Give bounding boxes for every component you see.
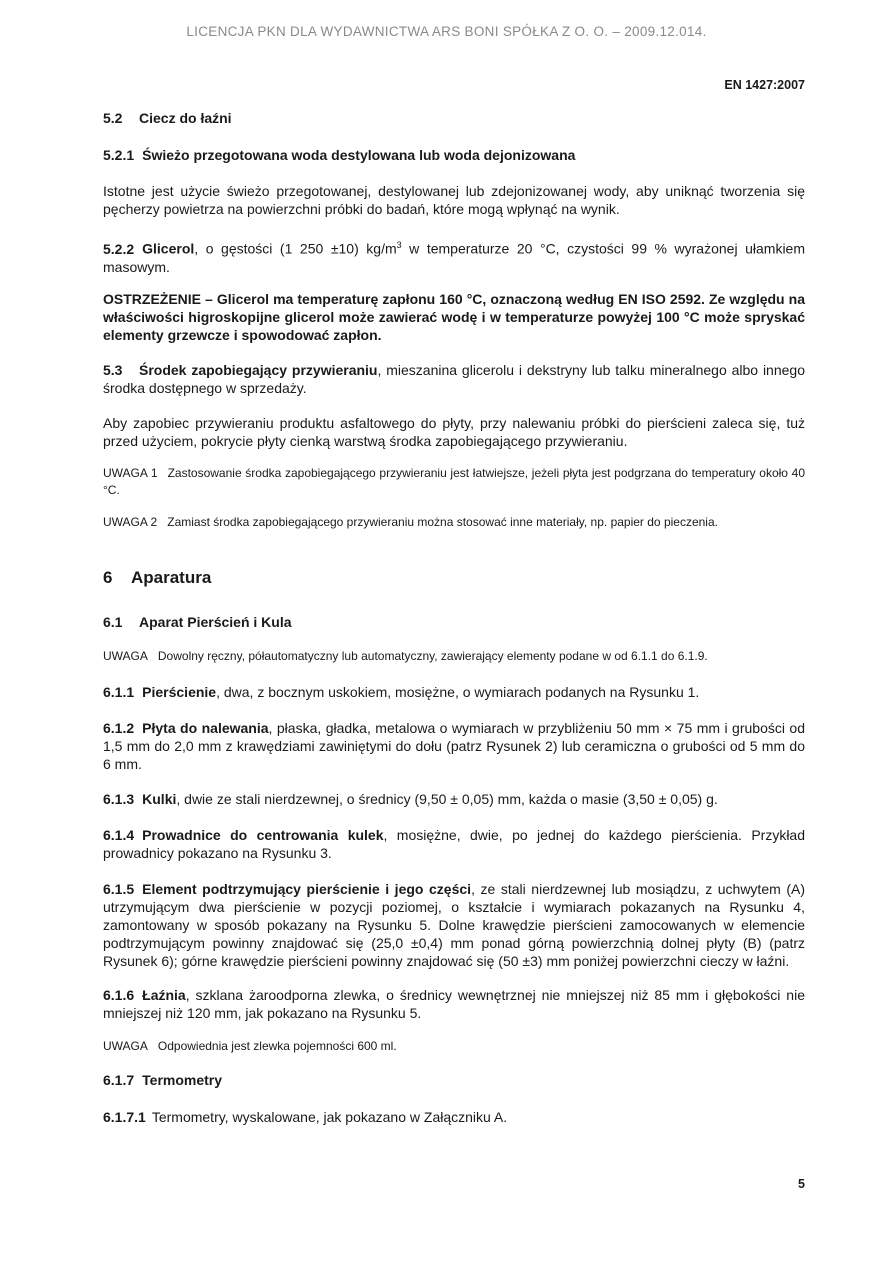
section-number: 6.1.3: [103, 791, 135, 807]
note-label: UWAGA: [103, 649, 148, 663]
note-label: UWAGA 2: [103, 515, 158, 529]
paragraph-6-1-5: [103, 880, 805, 970]
heading-5-2: [103, 110, 805, 126]
text-part: Termometry, wyskalowane, jak pokazano w Załączniku A.: [151, 1109, 508, 1125]
text-part: , ze stali nierdzewnej lub mosiądzu, z uchwytem (A) utrzymującym dwa pierścienie w pozycji poziomej, o kształcie i wymiarach pokazanych na Rysunku 4, zamontowany w sposób pokazany na Rysunku 5. Dolne krawędzie pierścieni zamocowanych w elemencie podtrzymującym powinny znajdować się (25,0 ±0,4) mm ponad górną powierzchnią dolnej płyty (B) (patrz Rysunek 6); górne krawędzie pierścieni powinny znajdować się (50 ±3) mm poniżej powierzchni cieczy w łaźni.: [103, 881, 805, 969]
text-part: , dwa, z bocznym uskokiem, mosiężne, o wymiarach podanych na Rysunku 1.: [216, 684, 700, 700]
section-number: 6.1.5: [103, 881, 135, 897]
text-part: , płaska, gładka, metalowa o wymiarach w przybliżeniu 50 mm × 75 mm i grubości od 1,5 mm do 2,0 mm z krawędziami zawiniętymi do dołu (patrz Rysunek 2) lub ceramiczna o grubości od 5 mm do 6 mm.: [103, 720, 805, 772]
paragraph-6-1-2: [103, 719, 805, 773]
paragraph-5-2-2: [103, 236, 805, 276]
section-number: 5.2.2: [103, 240, 135, 257]
heading-5-2-1: [103, 147, 805, 163]
section-number: 5.2.1: [103, 147, 135, 163]
term: Łaźnia: [142, 987, 186, 1003]
paragraph-6-1-7-1: [103, 1108, 805, 1126]
term: Element podtrzymujący pierścienie i jego części: [142, 881, 472, 897]
section-number: 6.1.6: [103, 987, 135, 1003]
note-6-1: [103, 648, 805, 665]
note-label: UWAGA: [103, 1039, 148, 1053]
term: Płyta do nalewania: [142, 720, 269, 736]
document-number: EN 1427:2007: [724, 78, 805, 92]
note-2: [103, 514, 805, 531]
section-number: 6: [103, 568, 113, 587]
paragraph-5-3: [103, 361, 805, 397]
text-part: , o gęstości (1 250 ±10) kg/m: [194, 240, 397, 257]
note-6-1-6: [103, 1038, 805, 1055]
section-number: 5.3: [103, 362, 123, 378]
paragraph-6-1-4: [103, 826, 805, 862]
note-text: Zastosowanie środka zapobiegającego przywieraniu jest łatwiejsze, jeżeli płyta jest podgrzana do temperatury około 40 °C.: [103, 466, 805, 497]
term: Pierścienie: [142, 684, 217, 700]
heading-6-1-7: [103, 1072, 805, 1088]
section-number: 6.1.7: [103, 1072, 135, 1088]
note-text: Dowolny ręczny, półautomatyczny lub automatyczny, zawierający elementy podane w od 6.1.1 do 6.1.9.: [157, 649, 708, 663]
section-title: Świeżo przegotowana woda destylowana lub woda dejonizowana: [142, 147, 576, 163]
note-text: Odpowiednia jest zlewka pojemności 600 ml.: [157, 1039, 397, 1053]
text-part: , mosiężne, dwie, po jednej do każdego pierścienia. Przykład prowadnicy pokazano na Rysunku 3.: [103, 827, 806, 861]
paragraph-5-3-b: Aby zapobiec przywieraniu produktu asfaltowego do płyty, przy nalewaniu próbki do pierścieni zaleca się, tuż przed użyciem, pokrycie płyty cienką warstwą środka zapobiegającego przywieraniu.: [103, 415, 805, 449]
license-watermark: LICENCJA PKN DLA WYDAWNICTWA ARS BONI SPÓŁKA Z O. O. – 2009.12.014.: [186, 24, 707, 39]
page-number: 5: [798, 1177, 805, 1191]
paragraph-5-2-1: Istotne jest użycie świeżo przegotowanej, destylowanej lub zdejonizowanej wody, aby uniknąć tworzenia się pęcherzy powietrza na powierzchni próbki do badań, które mogą wpłynąć na wynik.: [103, 183, 805, 217]
section-number: 6.1: [103, 614, 123, 630]
paragraph-6-1-6: [103, 986, 805, 1022]
section-number: 6.1.1: [103, 684, 135, 700]
note-1: [103, 465, 805, 499]
term: Prowadnice do centrowania kulek: [142, 827, 384, 843]
warning-paragraph: OSTRZEŻENIE – Glicerol ma temperaturę zapłonu 160 °C, oznaczoną według EN ISO 2592. Ze względu na właściwości higroskopijne glicerol może zawierać wodę i w temperaturze powyżej 100 °C może spryskać elementy grzewcze i spowodować zapłon.: [103, 291, 805, 343]
section-number: 5.2: [103, 110, 123, 126]
heading-6: [103, 568, 805, 588]
superscript: 3: [396, 240, 402, 250]
term-glicerol: Glicerol: [142, 240, 195, 257]
section-number: 6.1.2: [103, 720, 135, 736]
text-part: , szklana żaroodporna zlewka, o średnicy wewnętrznej nie mniejszej niż 85 mm i głębokości nie mniejszej niż 120 mm, jak pokazano na Rysunku 5.: [103, 987, 805, 1021]
note-label: UWAGA 1: [103, 466, 158, 480]
section-title: Aparatura: [131, 568, 212, 587]
section-title: Termometry: [142, 1072, 223, 1088]
heading-6-1: [103, 614, 805, 630]
text-part: w temperaturze 20 °C, czystości 99 % wyrażonej ułamkiem masowym.: [103, 240, 805, 275]
text-part: , mieszanina glicerolu i dekstryny lub talku mineralnego albo innego środka dostępnego w sprzedaży.: [103, 362, 805, 396]
section-title: Aparat Pierścień i Kula: [139, 614, 292, 630]
text-part: , dwie ze stali nierdzewnej, o średnicy (9,50 ± 0,05) mm, każda o masie (3,50 ± 0,05) g.: [176, 791, 718, 807]
section-number: 6.1.4: [103, 827, 135, 843]
term: Kulki: [142, 791, 177, 807]
note-text: Zamiast środka zapobiegającego przywieraniu można stosować inne materiały, np. papier do pieczenia.: [167, 515, 718, 529]
paragraph-6-1-1: [103, 683, 805, 701]
section-title: Ciecz do łaźni: [139, 110, 232, 126]
term: Środek zapobiegający przywieraniu: [139, 362, 378, 378]
paragraph-6-1-3: [103, 790, 805, 808]
section-number: 6.1.7.1: [103, 1109, 146, 1125]
